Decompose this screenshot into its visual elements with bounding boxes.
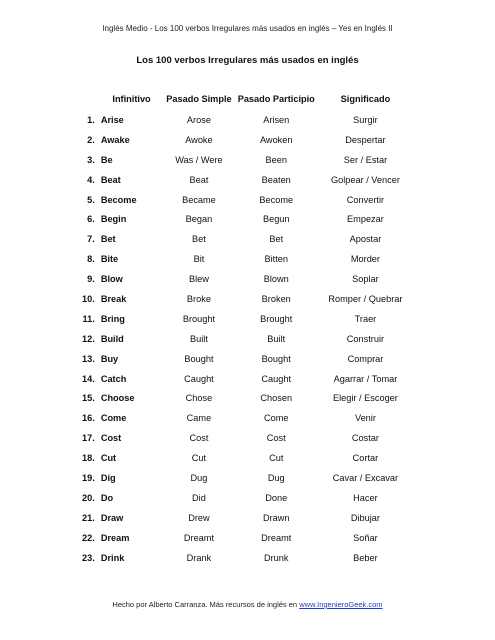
verb-infinitivo: Dream (100, 532, 130, 543)
table-row (74, 269, 414, 289)
verb-number: 13. (82, 353, 95, 364)
table-row (74, 388, 414, 408)
table-row (74, 528, 414, 548)
verb-pasado-participio: Cut (269, 453, 284, 464)
verb-significado: Morder (350, 254, 380, 265)
verb-significado: Soplar (352, 274, 379, 285)
table-row (74, 468, 414, 488)
verb-pasado-participio: Chosen (260, 393, 293, 404)
table-row (74, 408, 414, 428)
verb-infinitivo: Cut (100, 453, 117, 464)
table-row (74, 369, 414, 389)
table-header-row (74, 88, 414, 110)
table-row (74, 170, 414, 190)
verb-infinitivo: Cost (100, 433, 122, 444)
verb-pasado-participio: Dug (267, 472, 285, 483)
page-header: Inglés Medio - Los 100 verbos Irregulares más usados en inglés – Yes en Inglés II (102, 24, 393, 33)
table-row (74, 289, 414, 309)
footer-link[interactable]: www.IngenieroGeek.com (299, 600, 383, 609)
verb-infinitivo: Bet (100, 234, 116, 245)
verb-infinitivo: Come (100, 413, 127, 424)
table-row (74, 428, 414, 448)
verb-number: 2. (87, 134, 95, 145)
verb-number: 10. (82, 293, 95, 304)
table-row (74, 110, 414, 130)
table-row (74, 209, 414, 229)
verb-significado: Soñar (353, 532, 378, 543)
verb-pasado-participio: Drunk (263, 552, 289, 563)
header-pasado-simple: Pasado Simple (166, 94, 232, 104)
verb-pasado-simple: Broke (186, 293, 211, 304)
table-row (74, 508, 414, 528)
verb-pasado-simple: Chose (185, 393, 213, 404)
verb-number: 5. (87, 194, 95, 205)
verb-number: 6. (87, 214, 95, 225)
verb-pasado-participio: Done (265, 492, 288, 503)
verb-significado: Construir (346, 333, 385, 344)
document-title: Los 100 verbos Irregulares más usados en inglés (136, 55, 359, 66)
verb-pasado-participio: Blown (263, 274, 289, 285)
verb-pasado-simple: Bought (184, 353, 214, 364)
verb-pasado-participio: Brought (260, 313, 293, 324)
footer-text: Hecho por Alberto Carranza. Más recursos de inglés en (112, 600, 300, 609)
verb-pasado-simple: Drank (186, 552, 212, 563)
verb-number: 23. (82, 552, 95, 563)
table-row (74, 229, 414, 249)
verb-significado: Comprar (347, 353, 384, 364)
verb-pasado-simple: Dreamt (183, 532, 214, 543)
verb-significado: Despertar (345, 134, 386, 145)
verb-pasado-participio: Cost (266, 433, 286, 444)
verb-significado: Agarrar / Tomar (333, 373, 398, 384)
verb-pasado-participio: Drawn (262, 512, 290, 523)
verb-pasado-participio: Bet (269, 234, 284, 245)
verb-pasado-participio: Bought (261, 353, 291, 364)
verb-pasado-simple: Caught (184, 373, 214, 384)
verb-number: 15. (82, 393, 95, 404)
page-footer (0, 600, 495, 609)
verb-infinitivo: Draw (100, 512, 124, 523)
verb-significado: Convertir (346, 194, 385, 205)
verb-significado: Dibujar (350, 512, 380, 523)
verb-infinitivo: Build (100, 333, 124, 344)
verb-number: 19. (82, 472, 95, 483)
verb-significado: Cavar / Excavar (332, 472, 399, 483)
verb-number: 14. (82, 373, 95, 384)
verb-infinitivo: Bring (100, 313, 125, 324)
verb-infinitivo: Bite (100, 254, 119, 265)
verb-number: 17. (82, 433, 95, 444)
header-infinitivo: Infinitivo (112, 94, 151, 104)
table-row (74, 130, 414, 150)
header-significado: Significado (340, 94, 391, 104)
verb-pasado-participio: Dreamt (261, 532, 292, 543)
verb-number: 9. (87, 274, 95, 285)
verbs-table (74, 88, 414, 567)
verb-infinitivo: Catch (100, 373, 127, 384)
verb-number: 16. (82, 413, 95, 424)
verb-significado: Apostar (349, 234, 382, 245)
verb-pasado-simple: Beat (189, 174, 209, 185)
verb-pasado-simple: Was / Were (175, 154, 223, 165)
verb-pasado-simple: Cost (189, 433, 209, 444)
verb-pasado-simple: Cut (191, 453, 207, 464)
table-row (74, 349, 414, 369)
verb-pasado-simple: Arose (186, 114, 211, 125)
verb-number: 4. (87, 174, 95, 185)
verb-pasado-simple: Awoke (185, 134, 213, 145)
verb-pasado-participio: Arisen (263, 114, 290, 125)
verb-infinitivo: Be (100, 154, 113, 165)
verb-pasado-simple: Built (190, 333, 208, 344)
verb-infinitivo: Dig (100, 472, 116, 483)
verb-pasado-simple: Came (186, 413, 212, 424)
verb-pasado-participio: Beaten (261, 174, 291, 185)
verb-significado: Romper / Quebrar (328, 293, 403, 304)
header-pasado-participio: Pasado Participio (237, 94, 315, 104)
verb-infinitivo: Do (100, 492, 114, 503)
verb-pasado-participio: Been (265, 154, 287, 165)
verb-infinitivo: Buy (100, 353, 119, 364)
verb-infinitivo: Become (100, 194, 137, 205)
verb-pasado-participio: Bitten (264, 254, 288, 265)
verb-pasado-simple: Drew (188, 512, 210, 523)
verb-infinitivo: Choose (100, 393, 135, 404)
verb-pasado-participio: Become (259, 194, 294, 205)
verb-significado: Cortar (352, 453, 379, 464)
verb-pasado-participio: Begun (262, 214, 290, 225)
verb-infinitivo: Begin (100, 214, 127, 225)
verb-infinitivo: Break (100, 293, 127, 304)
verb-significado: Costar (351, 433, 379, 444)
verb-infinitivo: Drink (100, 552, 125, 563)
verb-number: 3. (87, 154, 95, 165)
table-row (74, 548, 414, 568)
verb-pasado-participio: Built (267, 333, 286, 344)
verb-significado: Ser / Estar (343, 154, 388, 165)
verb-pasado-simple: Bit (193, 254, 205, 265)
verb-number: 22. (82, 532, 95, 543)
verb-number: 18. (82, 453, 95, 464)
table-row (74, 249, 414, 269)
verb-number: 1. (87, 114, 95, 125)
verb-significado: Empezar (347, 214, 384, 225)
verb-number: 21. (82, 512, 95, 523)
verb-significado: Beber (353, 552, 378, 563)
verb-number: 7. (87, 234, 95, 245)
verb-pasado-simple: Became (182, 194, 216, 205)
verb-pasado-simple: Began (185, 214, 213, 225)
verb-infinitivo: Blow (100, 274, 123, 285)
table-row (74, 448, 414, 468)
verb-pasado-participio: Caught (261, 373, 292, 384)
verb-number: 8. (87, 254, 95, 265)
verb-significado: Venir (354, 413, 376, 424)
table-row (74, 329, 414, 349)
verb-pasado-simple: Blew (188, 274, 209, 285)
verb-infinitivo: Awake (100, 134, 130, 145)
verb-significado: Traer (354, 313, 377, 324)
table-row (74, 309, 414, 329)
verb-pasado-simple: Bet (192, 234, 206, 245)
table-row (74, 190, 414, 210)
verb-infinitivo: Arise (100, 114, 124, 125)
verb-number: 12. (82, 333, 95, 344)
verb-number: 11. (82, 313, 95, 324)
verb-pasado-participio: Come (263, 413, 289, 424)
verb-infinitivo: Beat (100, 174, 121, 185)
verb-significado: Golpear / Vencer (330, 174, 400, 185)
verb-pasado-participio: Awoken (259, 134, 293, 145)
verb-number: 20. (82, 492, 95, 503)
table-row (74, 488, 414, 508)
verb-pasado-participio: Broken (261, 293, 291, 304)
verb-significado: Elegir / Escoger (333, 393, 398, 404)
table-row (74, 150, 414, 170)
verb-significado: Hacer (353, 492, 378, 503)
verb-pasado-simple: Dug (190, 472, 208, 483)
table-body (74, 110, 414, 567)
verb-pasado-simple: Brought (182, 313, 216, 324)
verb-significado: Surgir (353, 114, 378, 125)
verb-pasado-simple: Did (192, 492, 206, 503)
